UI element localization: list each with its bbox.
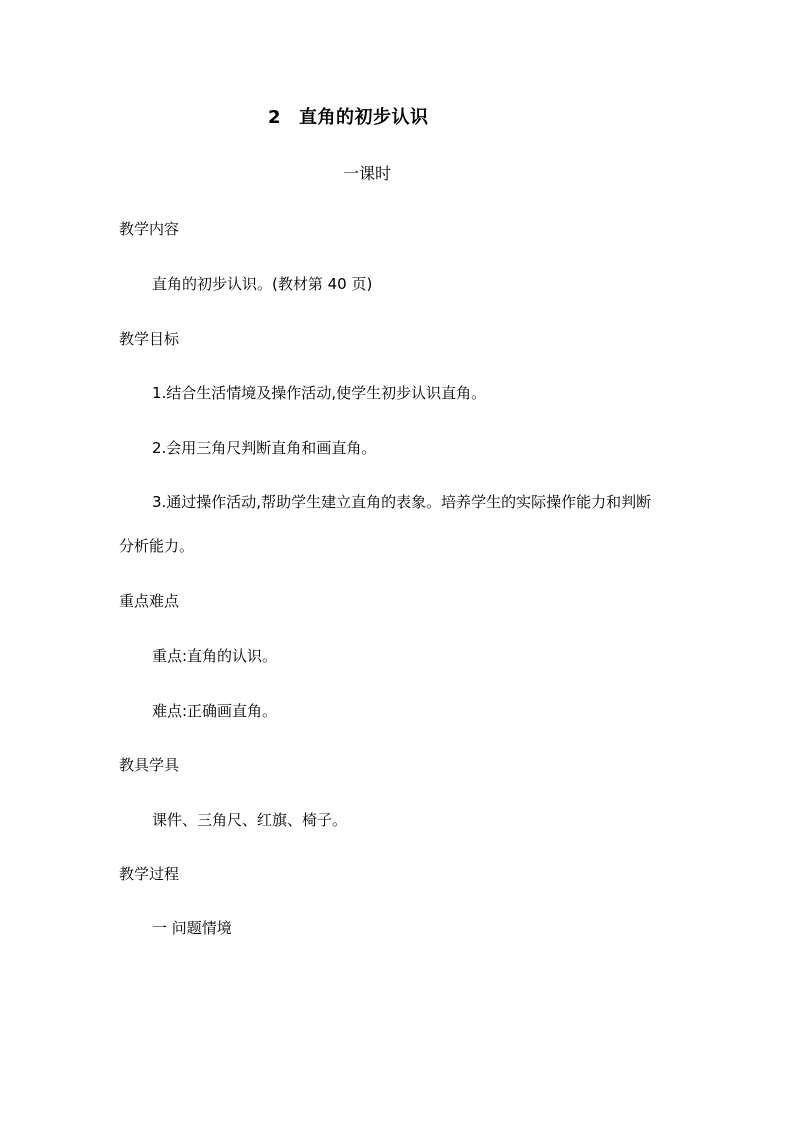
content-text: 直角的初步认识。(教材第 40 页): [152, 275, 373, 293]
title-text: 直角的初步认识: [299, 107, 429, 128]
section-heading-tools: 教具学具: [119, 756, 180, 774]
goal-item-3-line-2: 分析能力。: [119, 537, 195, 555]
key-point-text: 重点:直角的认识。: [152, 647, 278, 665]
goal-item-2: 2.会用三角尺判断直角和画直角。: [152, 439, 377, 457]
section-heading-content: 教学内容: [119, 220, 180, 238]
page-title: [268, 108, 429, 128]
goal-item-3-line-1: 3.通过操作活动,帮助学生建立直角的表象。培养学生的实际操作能力和判断: [152, 493, 652, 511]
tools-text: 课件、三角尺、红旗、椅子。: [152, 811, 348, 829]
section-heading-process: 教学过程: [119, 865, 180, 883]
process-step-1: 一 问题情境: [152, 919, 232, 937]
goal-item-1: 1.结合生活情境及操作活动,使学生初步认识直角。: [152, 384, 487, 402]
title-number: 2: [268, 107, 282, 128]
page-subtitle: 一课时: [343, 164, 392, 183]
section-heading-goals: 教学目标: [119, 330, 180, 348]
section-heading-key-points: 重点难点: [119, 592, 180, 610]
difficult-point-text: 难点:正确画直角。: [152, 702, 278, 720]
